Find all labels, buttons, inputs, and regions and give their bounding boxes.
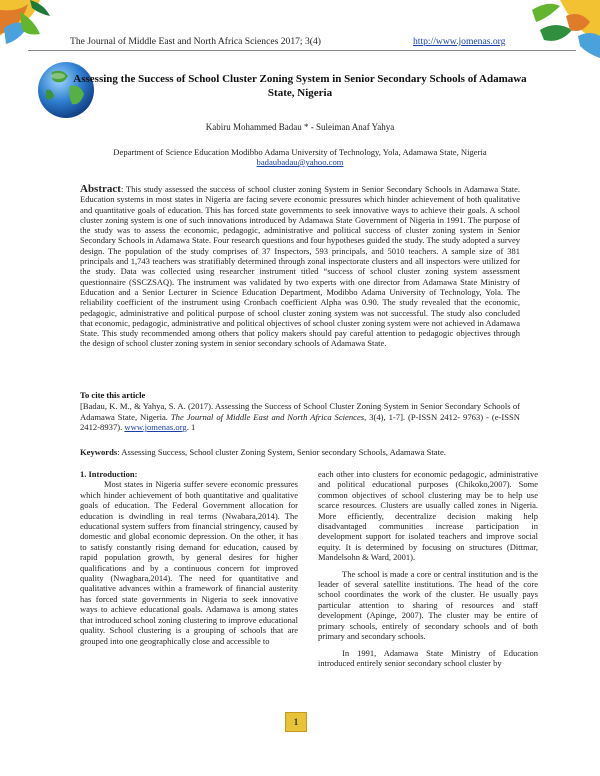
abstract: [80, 184, 520, 349]
abstract-text: : This study assessed the success of school cluster zoning System in Senior Secondary Schools in Adamawa State. Education systems in most states in Nigeria are facing severe economic pressures which hinder achievement of both qualitative and quantitative goals of education. This has forced state governments to seek innovative ways to achieve their goals. A school cluster zoning system is one of such innovations introduced by Adamawa State Government of Nigeria in 1991. The purpose of the study was to assess the economic, pedagogic, administrative and political success of cluster zoning system in Senior Secondary Schools in Adamawa State. Four research questions and four hypotheses guided the study. The study adopted a survey design. The population of the study comprises of 37 Inspectors, 593 principals, and 5010 teachers. A sample size of 381 principals and 1,743 teachers was stratifiably determined through zonal inspectorate clusters and all inspectors were utilized for the study. Data was collected using researcher instrument titled “success of school cluster zoning system assessment questionnaire (SSCZSAQ). The instrument was validated by two experts with one director from Adamawa State Ministry of Education and a Senior Lecturer in Science Education Department, Modibbo Adama University of Technology, Yola. The reliability coefficient of the instrument using Cronbach coefficient Alpha was 0.90. The study revealed that the economic, pedagogic, administrative and political purpose of school cluster zoning system was not successful. The study also concluded that economic, pedagogic, administrative and political objectives of school cluster zoning system were not achieved in Adamawa State. This study recommended among others that policy makers should pay careful attention to pedagogic objectives through the design of school cluster zoning system in senior secondary schools of Adamawa State.: [80, 184, 520, 349]
body-paragraph: each other into clusters for economic pedagogic, administrative and political educational purposes (Chikoko,2007). Some common objectives of school clustering may be to help use scarce resources. Clusters are usually called zones in Nigeria. More efficiently, decentralize decision making help disadvantaged communities increase participation in development support for isolated teachers and improve social equity. It is determined by focusing on structures (Dittmar, Mandelsohn & Ward, 2001).: [318, 469, 538, 563]
citation-after: , 3(4), 1-7]. (P-ISSN 2412- 9763) - (e-ISSN 2412-8937).: [80, 411, 521, 433]
citation-text: [80, 401, 520, 433]
authors: Kabiru Mohammed Badau * - Suleiman Anaf Yahya: [205, 122, 395, 132]
header-rule: [28, 50, 576, 51]
affiliation: Department of Science Education Modibbo Adama University of Technology, Yola, Adamawa State, Nigeria: [113, 147, 487, 157]
body-right-column: [318, 469, 538, 668]
keywords-label: Keywords: [80, 447, 118, 457]
body-paragraph: In 1991, Adamawa State Ministry of Education introduced entirely senior secondary school cluster by: [318, 647, 538, 668]
citation-journal: The Journal of Middle East and North Africa Sciences: [170, 411, 365, 422]
introduction-heading: 1. Introduction:: [80, 469, 138, 479]
journal-title: The Journal of Middle East and North Africa Sciences 2017; 3(4): [70, 36, 321, 47]
keywords-text: : Assessing Success, School cluster Zoning System, Senior secondary Schools, Adamawa State.: [117, 447, 446, 457]
citation-link[interactable]: www.jomenas.org: [124, 422, 187, 433]
citation-heading: To cite this article: [80, 390, 146, 400]
author-email-link[interactable]: badaubadau@yahoo.com: [256, 157, 344, 167]
header-banner: [0, 0, 600, 60]
body-paragraph: The school is made a core or central institution and is the leader of several satellite institutions. The head of the core school coordinates the work of the cluster. He usually pays particular attention to sharing of resources and staff development (Apinge, 2007). The cluster may be entire of primary schools, entirely of secondary schools and of both primary and secondary schools.: [318, 568, 538, 642]
keywords: [80, 447, 520, 457]
citation-before: [Badau, K. M., & Yahya, S. A. (2017). Assessing the Success of School Cluster Zoning System in Senior Secondary Schools of Adamawa State, Nigeria.: [80, 401, 520, 422]
abstract-label: Abstract: [80, 183, 121, 195]
paper-title: Assessing the Success of School Cluster Zoning System in Senior Secondary Schools of Adamawa State, Nigeria: [73, 73, 527, 99]
journal-url-link[interactable]: http://www.jomenas.org: [413, 36, 506, 47]
page-number: 1: [285, 712, 307, 732]
body-left-column: [80, 469, 298, 646]
body-paragraph: Most states in Nigeria suffer severe economic pressures which hinder achievement of both quantitative and qualitative goals of education. The Federal Government allocation for education is dwindling in real terms (Nwabara,2014). The educational system suffers from financial stringency, caused by domestic and global economic depression. On the other, it has to satisfy constantly rising demand for education, caused by rapid population growth, by general desires for higher qualifications and by a continuous concern for improved quality (Nwagbara,2014). The need for quantitative and qualitative advances within a framework of financial austerity has forced state governments in Nigeria to seek innovative ways to achieve educational goals. Adamawa is among states that introduced school zoning clustering to improve educational quality. School clustering is a grouping of schools that are grouped into one geographically close and accessible to: [80, 479, 298, 646]
citation-end: . 1: [186, 422, 196, 433]
